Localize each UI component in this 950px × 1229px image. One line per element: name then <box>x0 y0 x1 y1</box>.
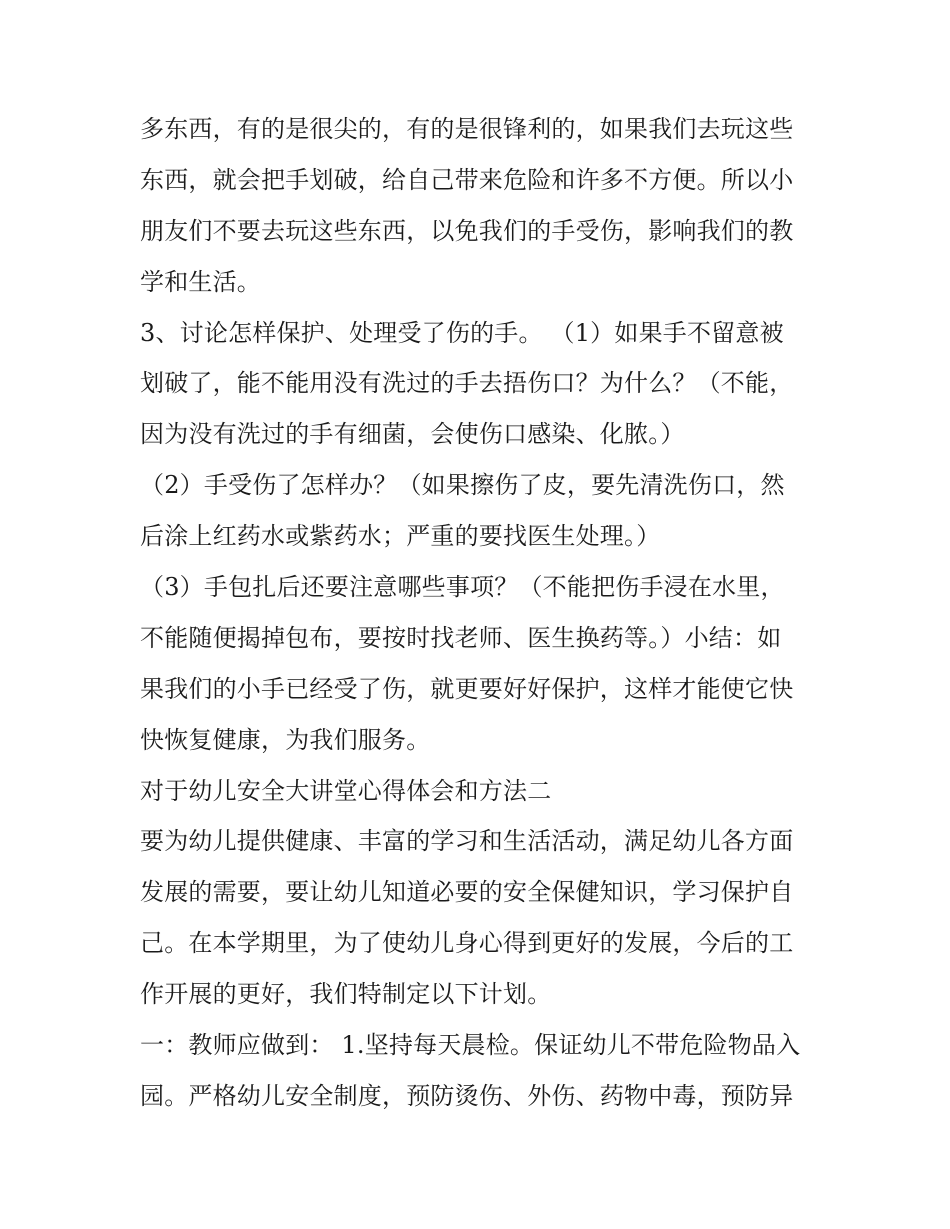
text-line: 朋友们不要去玩这些东西，以免我们的手受伤，影响我们的教 <box>140 216 794 245</box>
text-line: 东西，就会把手划破，给自己带来危险和许多不方便。所以小 <box>140 165 794 194</box>
text-line: 要为幼儿提供健康、丰富的学习和生活活动，满足幼儿各方面 <box>140 827 794 856</box>
text-line: 学和生活。 <box>140 267 261 296</box>
text-line: 作开展的更好，我们特制定以下计划。 <box>140 980 552 1009</box>
text-line: 多东西，有的是很尖的，有的是很锋利的，如果我们去玩这些 <box>140 115 794 143</box>
text-line: 不能随便揭掉包布，要按时找老师、医生换药等。）小结：如 <box>140 623 782 652</box>
section-heading: 对于幼儿安全大讲堂心得体会和方法二 <box>140 776 552 805</box>
document-body <box>140 104 820 1122</box>
text-line: （2）手受伤了怎样办？（如果擦伤了皮，要先清洗伤口，然 <box>140 471 785 500</box>
text-line: 园。严格幼儿安全制度，预防烫伤、外伤、药物中毒，预防异 <box>140 1081 794 1110</box>
text-line: 发展的需要，要让幼儿知道必要的安全保健知识，学习保护自 <box>140 878 794 907</box>
text-line: 果我们的小手已经受了伤，就更要好好保护，这样才能使它快 <box>140 674 794 703</box>
text-line: （3）手包扎后还要注意哪些事项？（不能把伤手浸在水里， <box>140 573 785 602</box>
text-line: 一：教师应做到： 1.坚持每天晨检。保证幼儿不带危险物品入 <box>140 1031 801 1060</box>
text-line: 后涂上红药水或紫药水；严重的要找医生处理。） <box>140 522 661 551</box>
text-line: 3、讨论怎样保护、处理受了伤的手。 （1）如果手不留意被 <box>140 318 784 347</box>
text-line: 因为没有洗过的手有细菌，会使伤口感染、化脓。） <box>140 420 685 449</box>
text-line: 己。在本学期里，为了使幼儿身心得到更好的发展，今后的工 <box>140 929 794 958</box>
text-line: 快恢复健康，为我们服务。 <box>140 725 431 754</box>
text-line: 划破了，能不能用没有洗过的手去捂伤口？为什么？（不能， <box>140 369 794 398</box>
